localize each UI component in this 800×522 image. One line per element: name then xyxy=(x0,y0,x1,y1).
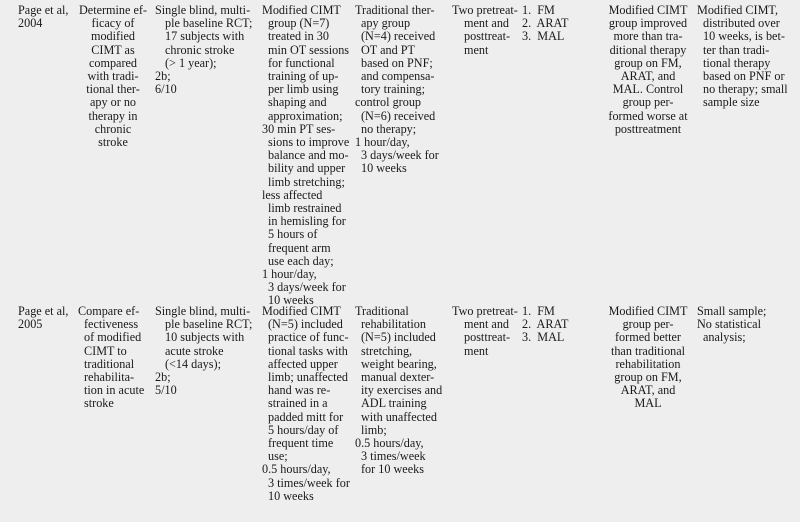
measurement-cell: Two pretreat- ment and posttreat- ment xyxy=(452,3,518,57)
design-cell: Single blind, multi- ple baseline RCT; 10 subjects with acute stroke (<14 days); 2b; 5/10 xyxy=(155,304,253,398)
results-cell: Modified CIMT group per- formed better than traditional rehabilitation group on FM, ARAT, and MAL xyxy=(608,304,688,411)
control-cell: Traditional ther- apy group (N=4) received OT and PT based on PNF; and compensa- tory training; control group (N=6) received no therapy; 1 hour/day, 3 days/week for 10 weeks xyxy=(355,3,439,176)
results-cell: Modified CIMT group improved more than tra- ditional therapy group on FM, ARAT, and MAL. Control group per- formed worse at posttreatment xyxy=(608,3,688,136)
intervention-cell: Modified CIMT group (N=7) treated in 30 min OT sessions for functional training of up- per limb using shaping and approximation; 30 min PT ses- sions to improve balance and mo- bility and upper limb stretching; less affected limb restrained in hemisling for 5 hours of frequent arm use each day; 1 hour/day, 3 days/week for 10 weeks xyxy=(262,3,350,308)
comments-cell: Modified CIMT, distributed over 10 weeks, is bet- ter than tradi- tional therapy based on PNF or no therapy; small sample size xyxy=(697,3,788,110)
intervention-cell: Modified CIMT (N=5) included practice of func- tional tasks with affected upper limb; unaffected hand was re- strained in a padded mitt for 5 hours/day of frequent time use; 0.5 hours/day, 3 times/week for 10 weeks xyxy=(262,304,350,503)
objective-cell: Determine ef- ficacy of modified CIMT as compared with tradi- tional ther- apy or no therapy in chronic stroke xyxy=(78,3,147,150)
comments-cell: Small sample; No statistical analysis; xyxy=(697,304,767,345)
outcomes-cell: 1. FM 2. ARAT 3. MAL xyxy=(522,3,569,44)
study-cell: Page et al, 2004 xyxy=(18,3,69,31)
control-cell: Traditional rehabilitation (N=5) included stretching, weight bearing, manual dexter- ity exercises and ADL training with unaffected limb; 0.5 hours/day, 3 times/week for 10 weeks xyxy=(355,304,443,477)
objective-cell: Compare ef- fectiveness of modified CIMT to traditional rehabilita- tion in acute stroke xyxy=(78,304,145,411)
design-cell: Single blind, multi- ple baseline RCT; 17 subjects with chronic stroke (> 1 year); 2b; 6/10 xyxy=(155,3,253,97)
outcomes-cell: 1. FM 2. ARAT 3. MAL xyxy=(522,304,569,345)
measurement-cell: Two pretreat- ment and posttreat- ment xyxy=(452,304,518,358)
study-cell: Page et al, 2005 xyxy=(18,304,69,332)
